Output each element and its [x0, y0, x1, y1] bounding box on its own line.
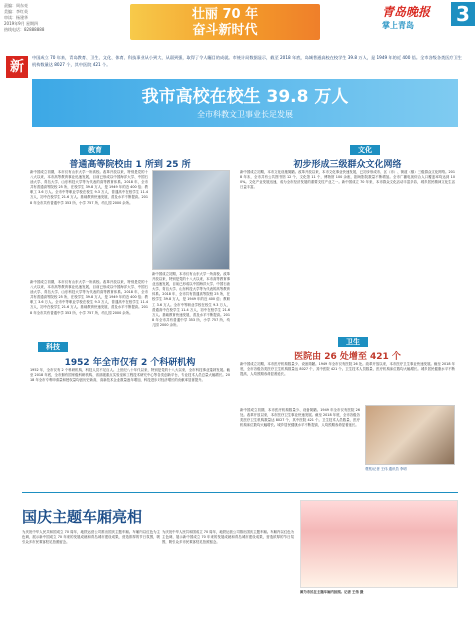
editor-line: 责编：周东亮 [4, 3, 28, 8]
designer-line: 美编：李红英 [4, 9, 28, 14]
section-label-culture: 文化 [350, 145, 380, 155]
bottom-story-body: 为庆祝中华人民共和国成立 70 周年，地铁运营公司推出国庆主题车厢。车厢内以红色为主色调，展示新中国成立 70 年来的发展成就和青岛城市建设成果，营造浓厚的节日氛围，吸引众多市民乘客驻足拍照留念。 [22, 530, 160, 545]
hero-title: 我市高校在校生 39.8 万人 [141, 87, 349, 107]
editor-info [4, 3, 74, 33]
section-label-education: 教育 [80, 145, 110, 155]
brand-logo: 青岛晚报 [382, 5, 431, 19]
education-body-extra: 新中国成立初期，本市仅有山东大学一所高校。改革开放以来，特别是党的十八大以来，本市高等教育事业迅速发展，目前已形成以中国海洋大学、中国石油大学、青岛大学、山东科技大学等为代表的高等教育体系。2018 年，全市共有普通高等院校 25 所，在校学生 39.8 万人，是 1949 年的近 400 倍；教职工 3.6 万人。全市中等职业学校在校生 9.3 万人，普通高中在校学生 11.4 万人，初中在校学生 21.6 万人。基础教育快速发展，普及水平不断提高。2018 年全市共有普通中学 353 所，小学 757 所，幼儿园 2000 余所。 [30, 280, 148, 315]
train-photo [300, 500, 458, 588]
health-body-continued: 新中国成立初期，本市医疗机构数量少、设备简陋。1949 年全市仅有医院 26 处。改革开放以来，本市医疗卫生事业快速发展。截至 2018 年底，全市各级各类医疗卫生机构数量达 8027 个，其中医院 421 个。卫生技术人员数量、医疗机构床位数均大幅增长。城乡居民健康水平不断提高，人均预期寿命显著延长。 [240, 408, 360, 428]
bottom-story-body-continued: 为庆祝中华人民共和国成立 70 周年，地铁运营公司推出国庆主题车厢。车厢内以红色为主色调，展示新中国成立 70 年来的发展成就和青岛城市建设成果，营造浓厚的节日氛围，吸引众多市民乘客驻足拍照留念。 [162, 530, 294, 545]
hotline-line: 热线电话：82888888 [4, 27, 45, 32]
new-badge: 新 [6, 56, 28, 78]
culture-body: 新中国成立初期，本市文化设施简陋。改革开放以来，本市文化事业快速发展，已初步形成市、区（市）、街道（镇）三级群众文化网络。2018 年末，全市共有公共图书馆 12 个，文化馆 11 个，博物馆 100 余座，剧场影院数量不断增加。全市广播电视综合人口覆盖率均达到 100%。文化产业发展迅速，成为全市经济发展的重要支柱产业之一。新中国成立 70 年来，本市群众文化活动丰富多彩，城乡居民精神文化生活日益丰富。 [240, 170, 455, 190]
health-byline: 观察/记者 王伟 通讯员 李明 [365, 467, 407, 471]
section-divider [22, 492, 458, 493]
education-body-continued: 新中国成立初期，本市仅有山东大学一所高校。改革开放以来，特别是党的十八大以来，本市高等教育事业迅速发展，目前已形成以中国海洋大学、中国石油大学、青岛大学、山东科技大学等为代表的高等教育体系。2018 年，全市共有普通高等院校 25 所，在校学生 39.8 万人，是 1949 年的近 400 倍；教职工 3.6 万人。全市中等职业学校在校生 9.3 万人，普通高中在校学生 11.4 万人，初中在校学生 21.6 万人。基础教育快速发展，普及水平不断提高。2018 年全市共有普通中学 353 所，小学 757 所，幼儿园 2000 余所。 [152, 272, 230, 327]
lead-paragraph: 中国成立 70 年来，青岛教育、卫生、文化、体育、科技事业从小到大、从弱到强，取得了令人瞩目的成就。市统计局数据显示，截至 2018 年底，岛城普通高校在校学生 39.8 万人，是 1949 年的近 400 倍。全市各级各类医疗卫生机构数量达 8027 个，其中医院 421 个。 [32, 55, 462, 67]
date-line: 2019年9月 星期四 [4, 21, 38, 26]
anniversary-banner [130, 4, 320, 40]
section-label-tech: 科技 [38, 342, 68, 352]
train-photo-caption: 图为市民在主题车厢内拍照。记者 王伟 摄 [300, 590, 364, 594]
education-body: 新中国成立初期，本市仅有山东大学一所高校。改革开放以来，特别是党的十八大以来，本市高等教育事业迅速发展，目前已形成以中国海洋大学、中国石油大学、青岛大学、山东科技大学等为代表的高等教育体系。2018 年，全市共有普通高等院校 25 所，在校学生 39.8 万人，是 1949 年的近 400 倍；教职工 3.6 万人。全市中等职业学校在校生 9.3 万人，普通高中在校学生 11.4 万人，初中在校学生 21.6 万人。基础教育快速发展，普及水平不断提高。2018 年全市共有普通中学 353 所，小学 757 所，幼儿园 2000 余所。 [30, 170, 148, 205]
hero-subtitle: 全市科教文卫事业长足发展 [197, 110, 293, 119]
education-title: 普通高等院校由 1 所到 25 所 [69, 160, 191, 170]
health-body: 新中国成立初期，本市医疗机构数量少、设备简陋。1949 年全市仅有医院 26 处。改革开放以来，本市医疗卫生事业快速发展。截至 2018 年底，全市各级各类医疗卫生机构数量达 8027 个，其中医院 421 个。卫生技术人员数量、医疗机构床位数均大幅增长。城乡居民健康水平不断提高，人均预期寿命显著延长。 [240, 362, 455, 377]
page-number: 3 [451, 2, 475, 26]
newspaper-brand [382, 4, 452, 36]
brand-subtitle: 掌上青岛 [382, 21, 414, 30]
tech-title: 1952 年全市仅有 2 个科研机构 [64, 358, 196, 368]
culture-title: 初步形成三级群众文化网络 [293, 160, 402, 170]
health-title: 医院由 26 处增至 421 个 [294, 352, 401, 362]
health-photo [365, 405, 455, 465]
page-header [0, 0, 475, 44]
bottom-story-title: 国庆主题车厢亮相 [22, 508, 143, 526]
banner-title: 壮丽 70 年 [191, 7, 259, 22]
reviewer-line: 审读：杨建华 [4, 15, 28, 20]
hero-banner [32, 79, 458, 127]
banner-subtitle: 奋斗新时代 [192, 23, 258, 38]
tech-body: 1952 年，全市仅有 2 个科研机构，科技人员不足百人。上世纪八十年代以来，特别是党的十八大以来，全市科技事业蓬勃发展。截至 2018 年底，全市拥有国家级科研机构、省部级重点实验室和工程技术研究中心等各类创新平台，专业技术人员总量大幅增长。2018 年全市专利申请量和授权量均创历史新高，高新技术企业数量逐年增加，科技进步对经济增长的贡献率显著提升。 [30, 368, 230, 383]
section-label-health: 卫生 [338, 337, 368, 347]
education-photo [152, 170, 230, 270]
